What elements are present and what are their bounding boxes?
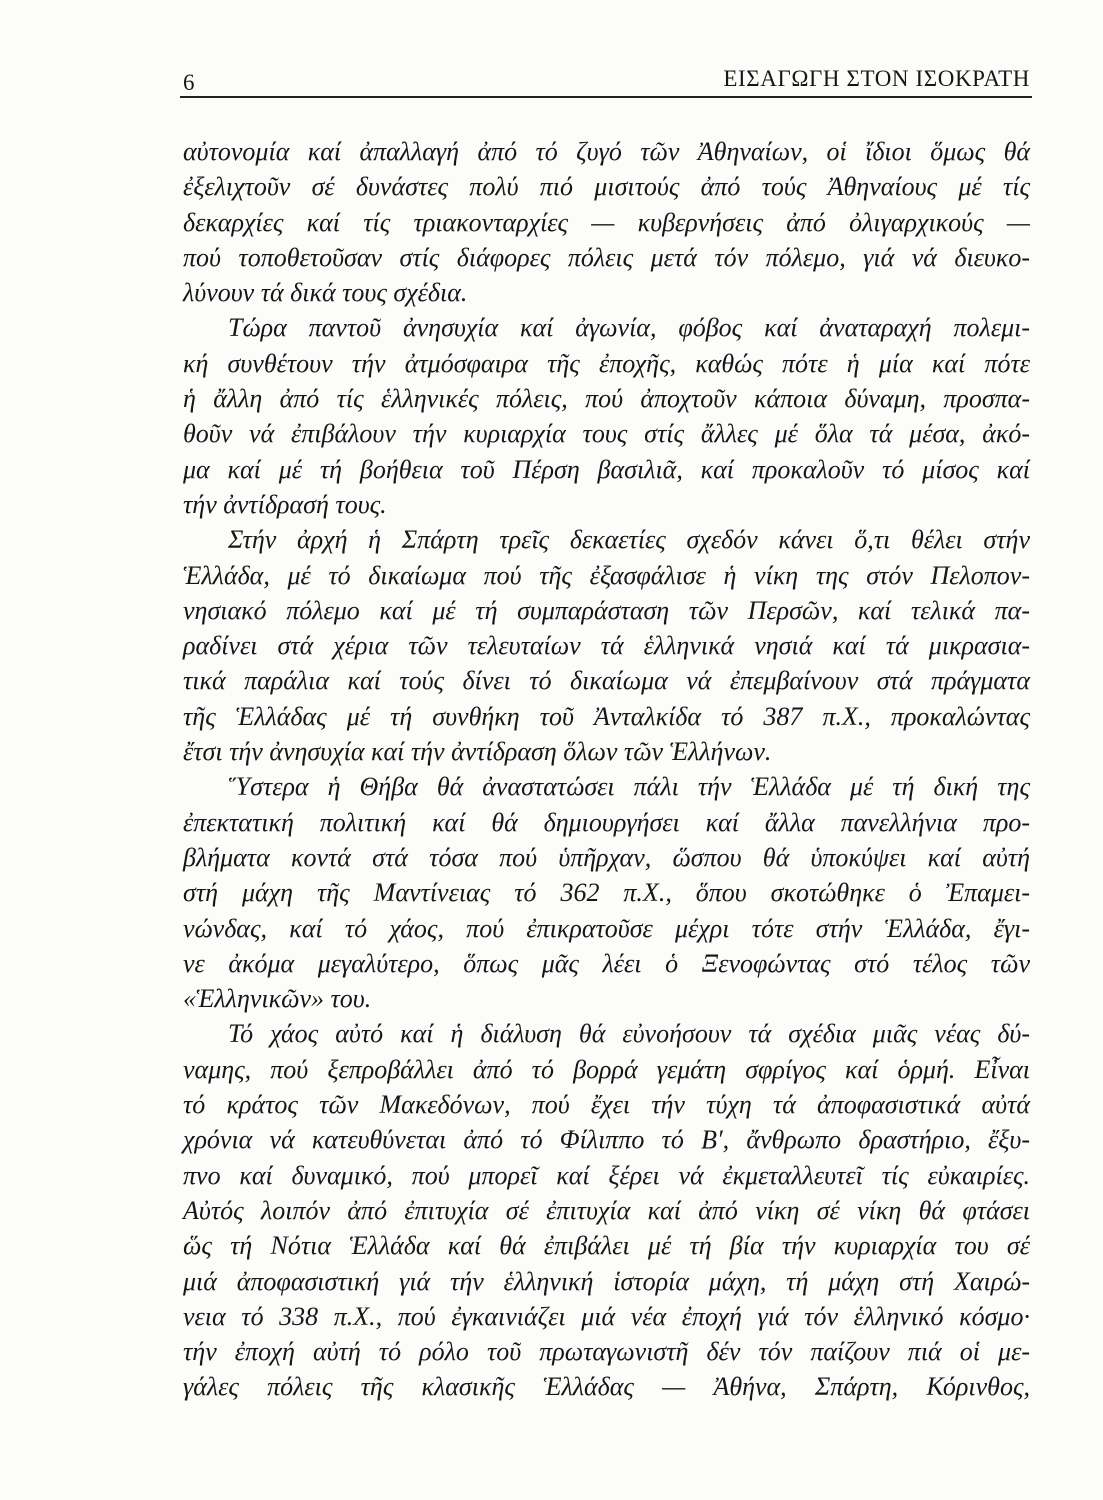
text-line: θοῦν νά ἐπιβάλουν τήν κυριαρχία τους στίς ἄλλες μέ ὅλα τά μέσα, ἀκό- bbox=[183, 419, 1030, 449]
paragraph bbox=[183, 134, 1030, 310]
text-line: πνο καί δυναμικό, πού μπορεῖ καί ξέρει νά ἐκμεταλλευτεῖ τίς εὐκαιρίες. bbox=[183, 1160, 1030, 1190]
text-line: τό κράτος τῶν Μακεδόνων, πού ἔχει τήν τύχη τά ἀποφασιστικά αὐτά bbox=[183, 1090, 1030, 1120]
text-line: ραδίνει στά χέρια τῶν τελευταίων τά ἑλληνικά νησιά καί τά μικρασια- bbox=[183, 631, 1030, 661]
text-line: ναμης, πού ξεπροβάλλει ἀπό τό βορρά γεμάτη σφρίγος καί ὁρμή. Εἶναι bbox=[183, 1054, 1030, 1084]
text-line: ἔτσι τήν ἀνησυχία καί τήν ἀντίδραση ὅλων τῶν Ἑλλήνων. bbox=[183, 737, 772, 767]
text-line: Ἑλλάδα, μέ τό δικαίωμα πού τῆς ἐξασφάλισε ἡ νίκη της στόν Πελοπον- bbox=[183, 560, 1030, 590]
text-line: νησιακό πόλεμο καί μέ τή συμπαράσταση τῶν Περσῶν, καί τελικά πα- bbox=[183, 595, 1030, 625]
running-head bbox=[183, 64, 1030, 94]
text-line: τῆς Ἑλλάδας μέ τή συνθήκη τοῦ Ἀνταλκίδα τό 387 π.Χ., προκαλώντας bbox=[183, 701, 1030, 731]
body-text bbox=[183, 134, 1030, 1405]
paragraph bbox=[183, 769, 1030, 1016]
paragraph bbox=[183, 310, 1030, 522]
text-line: δεκαρχίες καί τίς τριακονταρχίες — κυβερνήσεις ἀπό ὀλιγαρχικούς — bbox=[183, 207, 1030, 237]
text-line: τήν ἐποχή αὐτή τό ρόλο τοῦ πρωταγωνιστῆ δέν τόν παίζουν πιά οἱ με- bbox=[183, 1337, 1030, 1367]
text-line: Τώρα παντοῦ ἀνησυχία καί ἀγωνία, φόβος καί ἀναταραχή πολεμι- bbox=[228, 313, 1030, 343]
text-line: πού τοποθετοῦσαν στίς διάφορες πόλεις μετά τόν πόλεμο, γιά νά διευκο- bbox=[183, 242, 1030, 272]
text-line: ἐπεκτατική πολιτική καί θά δημιουργήσει καί ἄλλα πανελλήνια προ- bbox=[183, 807, 1030, 837]
text-line: νε ἀκόμα μεγαλύτερο, ὅπως μᾶς λέει ὁ Ξενοφώντας στό τέλος τῶν bbox=[183, 948, 1030, 978]
text-line: αὐτονομία καί ἀπαλλαγή ἀπό τό ζυγό τῶν Ἀθηναίων, οἱ ἴδιοι ὅμως θά bbox=[183, 137, 1030, 166]
paragraph bbox=[183, 1016, 1030, 1404]
text-line: Αὐτός λοιπόν ἀπό ἐπιτυχία σέ ἐπιτυχία καί ἀπό νίκη σέ νίκη θά φτάσει bbox=[183, 1195, 1030, 1225]
text-line: ὥς τή Νότια Ἑλλάδα καί θά ἐπιβάλει μέ τή βία τήν κυριαρχία του σέ bbox=[183, 1231, 1030, 1261]
text-line: βλήματα κοντά στά τόσα πού ὑπῆρχαν, ὥσπου θά ὑποκύψει καί αὐτή bbox=[183, 842, 1030, 872]
paragraph bbox=[183, 522, 1030, 769]
text-line: στή μάχη τῆς Μαντίνειας τό 362 π.Χ., ὅπου σκοτώθηκε ὁ Ἐπαμει- bbox=[183, 878, 1030, 908]
text-line: μιά ἀποφασιστική γιά τήν ἑλληνική ἱστορία μάχη, τή μάχη στή Χαιρώ- bbox=[183, 1266, 1030, 1296]
text-line: Ὕστερα ἡ Θήβα θά ἀναστατώσει πάλι τήν Ἑλλάδα μέ τή δική της bbox=[228, 772, 1030, 802]
text-line: χρόνια νά κατευθύνεται ἀπό τό Φίλιππο τό Β′, ἄνθρωπο δραστήριο, ἔξυ- bbox=[183, 1125, 1030, 1155]
header-rule bbox=[180, 96, 1032, 98]
text-line: γάλες πόλεις τῆς κλασικῆς Ἑλλάδας — Ἀθήνα, Σπάρτη, Κόρινθος, bbox=[183, 1372, 1030, 1402]
text-line: Τό χάος αὐτό καί ἡ διάλυση θά εὐνοήσουν τά σχέδια μιᾶς νέας δύ- bbox=[228, 1019, 1030, 1049]
text-line: ἡ ἄλλη ἀπό τίς ἑλληνικές πόλεις, πού ἀποχτοῦν κάποια δύναμη, προσπα- bbox=[183, 384, 1030, 414]
text-line: ἐξελιχτοῦν σέ δυνάστες πολύ πιό μισιτούς ἀπό τούς Ἀθηναίους μέ τίς bbox=[183, 172, 1030, 202]
running-title: ΕΙΣΑΓΩΓΗ ΣΤΟΝ ΙΣΟΚΡΑΤΗ bbox=[723, 66, 1030, 91]
text-line: λύνουν τά δικά τους σχέδια. bbox=[183, 278, 468, 308]
page-number: 6 bbox=[183, 70, 195, 95]
text-line: κή συνθέτουν τήν ἀτμόσφαιρα τῆς ἐποχῆς, καθώς πότε ἡ μία καί πότε bbox=[183, 348, 1030, 378]
text-line: μα καί μέ τή βοήθεια τοῦ Πέρση βασιλιᾶ, καί προκαλοῦν τό μίσος καί bbox=[183, 454, 1030, 484]
text-line: Στήν ἀρχή ἡ Σπάρτη τρεῖς δεκαετίες σχεδόν κάνει ὅ,τι θέλει στήν bbox=[228, 525, 1030, 555]
text-line: τήν ἀντίδρασή τους. bbox=[183, 489, 387, 519]
text-line: τικά παράλια καί τούς δίνει τό δικαίωμα νά ἐπεμβαίνουν στά πράγματα bbox=[183, 666, 1030, 696]
text-line: «Ἑλληνικῶν» του. bbox=[183, 984, 372, 1014]
text-line: νώνδας, καί τό χάος, πού ἐπικρατοῦσε μέχρι τότε στήν Ἑλλάδα, ἔγι- bbox=[183, 913, 1030, 943]
text-line: νεια τό 338 π.Χ., πού ἐγκαινιάζει μιά νέα ἐποχή γιά τόν ἑλληνικό κόσμο· bbox=[183, 1301, 1030, 1331]
